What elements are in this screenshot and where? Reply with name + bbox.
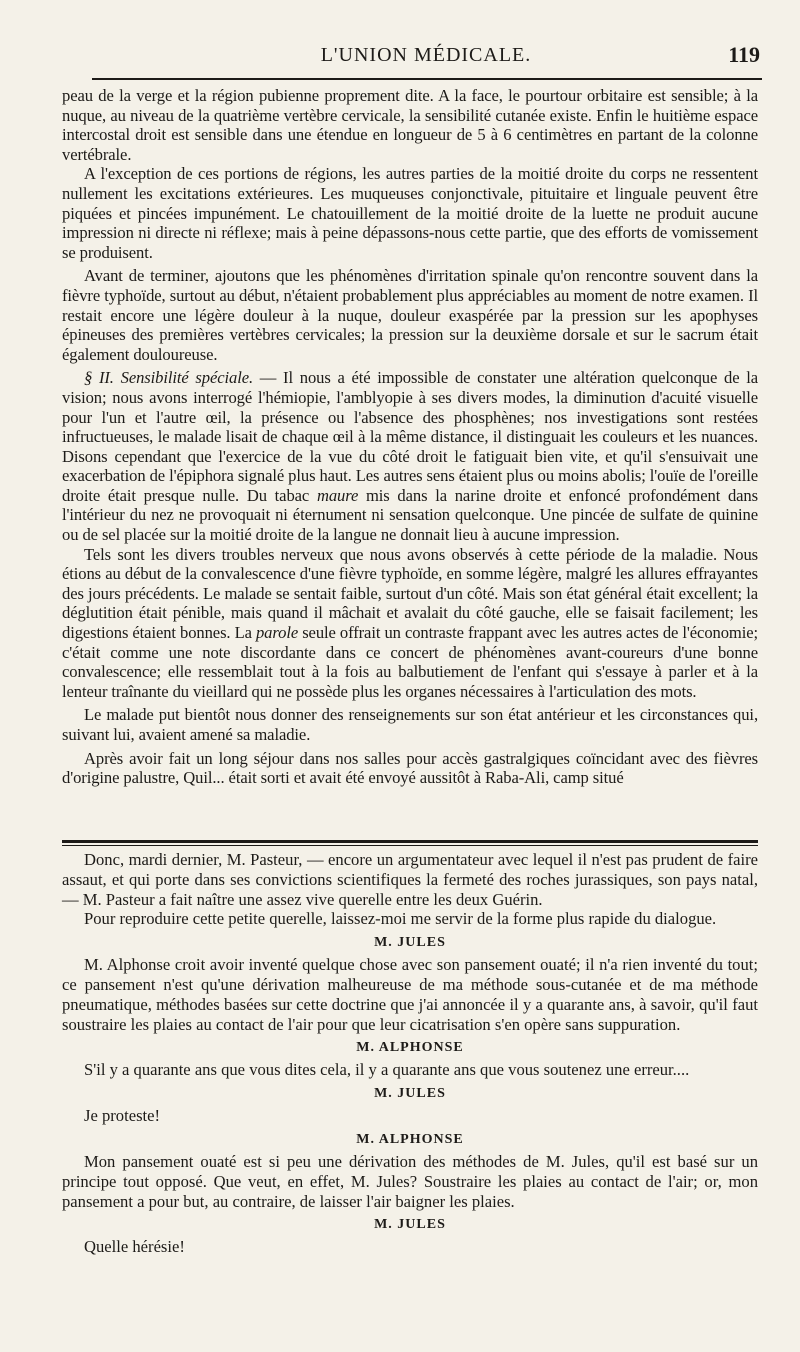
paragraph: Donc, mardi dernier, M. Pasteur, — encore un argumentateur avec lequel il n'est pas prudent de faire assaut, et qui porte dans ses convictions scientifiques la fermeté des roches jurassiques, son pays natal, — M. Pasteur a fait naître une assez vive querelle entre les deux Guérin. [62,850,758,909]
paragraph: M. Alphonse croit avoir inventé quelque chose avec son pansement ouaté; il n'a rien inventé du tout; ce pansement n'est qu'une dérivation malheureuse de ma méthode sous-cutanée et de ma méthode pneumatique, méthodes basées sur cette doctrine que j'ai annoncée il y a quarante ans, à savoir, qu'il faut soustraire les plaies au contact de l'air pour que leur cicatrisation s'en opère sans suppuration. [62,955,758,1034]
page-number: 119 [728,42,760,67]
speaker-label: M. JULES [374,1086,446,1102]
header-rule [92,78,762,80]
paragraph: Je proteste! [84,1106,161,1126]
paragraph: A l'exception de ces portions de régions, les autres parties de la moitié droite du corps ne ressentent nullement les excitations extérieures. Les muqueuses conjonctivale, pituitaire et linguale peuvent être piquées et pincées impunément. Le chatouillement de la moitié droite de la luette ne produit aucune impression ni directe ni réflexe; mais à peine dépassons-nous cette partie, que des efforts de vomissement se produisent. [62,164,758,262]
paragraph: Le malade put bientôt nous donner des renseignements sur son état antérieur et les circonstances qui, suivant lui, avaient amené sa maladie. [62,705,758,744]
speaker-label: M. JULES [374,1217,446,1233]
paragraph: Quelle hérésie! [84,1237,185,1257]
section-divider-thin [62,845,758,846]
upper-article [62,86,758,788]
section-divider [62,840,758,843]
paragraph-text: mis dans la narine droite et enfoncé profondément dans l'intérieur du nez ne provoquait ni éternument ni sensation quelconque. Une pincée de sulfate de quinine ou de sel placée sur la moitié droite de la langue ne donnait lieu à aucune impression. [62,485,758,545]
italic-word: maure [316,485,359,505]
paragraph-text: — Il nous a été impossible de constater une altération quelconque de la vision; nous avons interrogé l'hémiopie, l'amblyopie à ses divers modes, la diminution d'acuité visuelle pour l'un et l'autre œil, la présence ou l'absence des phosphènes; nos investigations sont restées infructueuses, le malade lisait de chaque œil à la même distance, il distinguait les couleurs et les nuances. Disons cependant que l'exercice de la vue du côté droit le fatiguait bien vite, et qu'il s'ensuivait une exacerbation de l'épiphora signalé plus haut. Les autres sens étaient plus ou moins abolis; l'ouïe de l'oreille droite était presque nulle. Du tabac [62,368,759,505]
journal-title: L'UNION MÉDICALE. [320,44,532,66]
page-header [90,40,762,76]
paragraph [62,545,758,702]
speaker-label: M. JULES [374,935,446,951]
paragraph [62,368,758,544]
paragraph-text: Tels sont les divers troubles nerveux que nous avons observés à cette période de la maladie. Nous étions au début de la convalescence d'une fièvre typhoïde, en somme légère, malgré les allures effrayantes des jours précédents. Le malade se sentait faible, surtout d'un côté. Mais son état général était excellent; la déglutition était pénible, mais quand il mâchait et avalait du côté gauche, elle se faisait facilement; les digestions étaient bonnes. La [62,544,758,643]
paragraph: S'il y a quarante ans que vous dites cela, il y a quarante ans que vous soutenez une erreur.... [84,1060,690,1080]
speaker-label: M. ALPHONSE [356,1131,464,1147]
section-heading: § II. Sensibilité spéciale. [84,368,254,388]
paragraph-text: seule offrait un contraste frappant avec les autres actes de l'économie; c'était comme une note discordante dans ce concert de phénomènes avant-coureurs d'une bonne convalescence; elle ressemblait tout à la fois au balbutiement de l'enfant qui s'essaye à parler et à la lenteur traînante du vieillard qui ne possède plus les organes nécessaires à l'articulation des mots. [62,623,758,701]
paragraph: Avant de terminer, ajoutons que les phénomènes d'irritation spinale qu'on rencontre souvent dans la fièvre typhoïde, surtout au début, n'étaient probablement plus appréciables au moment de notre examen. Il restait encore une légère douleur à la nuque, douleur exaspérée par la pression sur les apophyses épineuses des premières vertèbres cervicales; la pression sur la deuxième dorsale et sur le sacrum était également douloureuse. [62,266,758,364]
italic-word: parole [255,623,299,643]
feuilleton [62,850,758,1257]
paragraph: Pour reproduire cette petite querelle, laissez-moi me servir de la forme plus rapide du dialogue. [84,909,717,929]
paragraph: Mon pansement ouaté est si peu une dérivation des méthodes de M. Jules, qu'il est basé sur un principe tout opposé. Que veut, en effet, M. Jules? Soustraire les plaies au contact de l'air; or, mon pansement a pour but, au contraire, de laisser l'air baigner les plaies. [62,1151,758,1211]
speaker-label: M. ALPHONSE [356,1040,464,1056]
paragraph: Après avoir fait un long séjour dans nos salles pour accès gastralgiques coïncidant avec des fièvres d'origine palustre, Quil... était sorti et avait été envoyé aussitôt à Raba-Ali, camp situé [62,748,758,788]
paragraph: peau de la verge et la région pubienne proprement dite. A la face, le pourtour orbitaire est sensible; à la nuque, au niveau de la quatrième vertèbre cervicale, la sensibilité cutanée existe. Enfin le huitième espace intercostal droit est sensible dans une étendue en longueur de 5 à 6 centimètres en partant de la colonne vertébrale. [62,86,758,164]
